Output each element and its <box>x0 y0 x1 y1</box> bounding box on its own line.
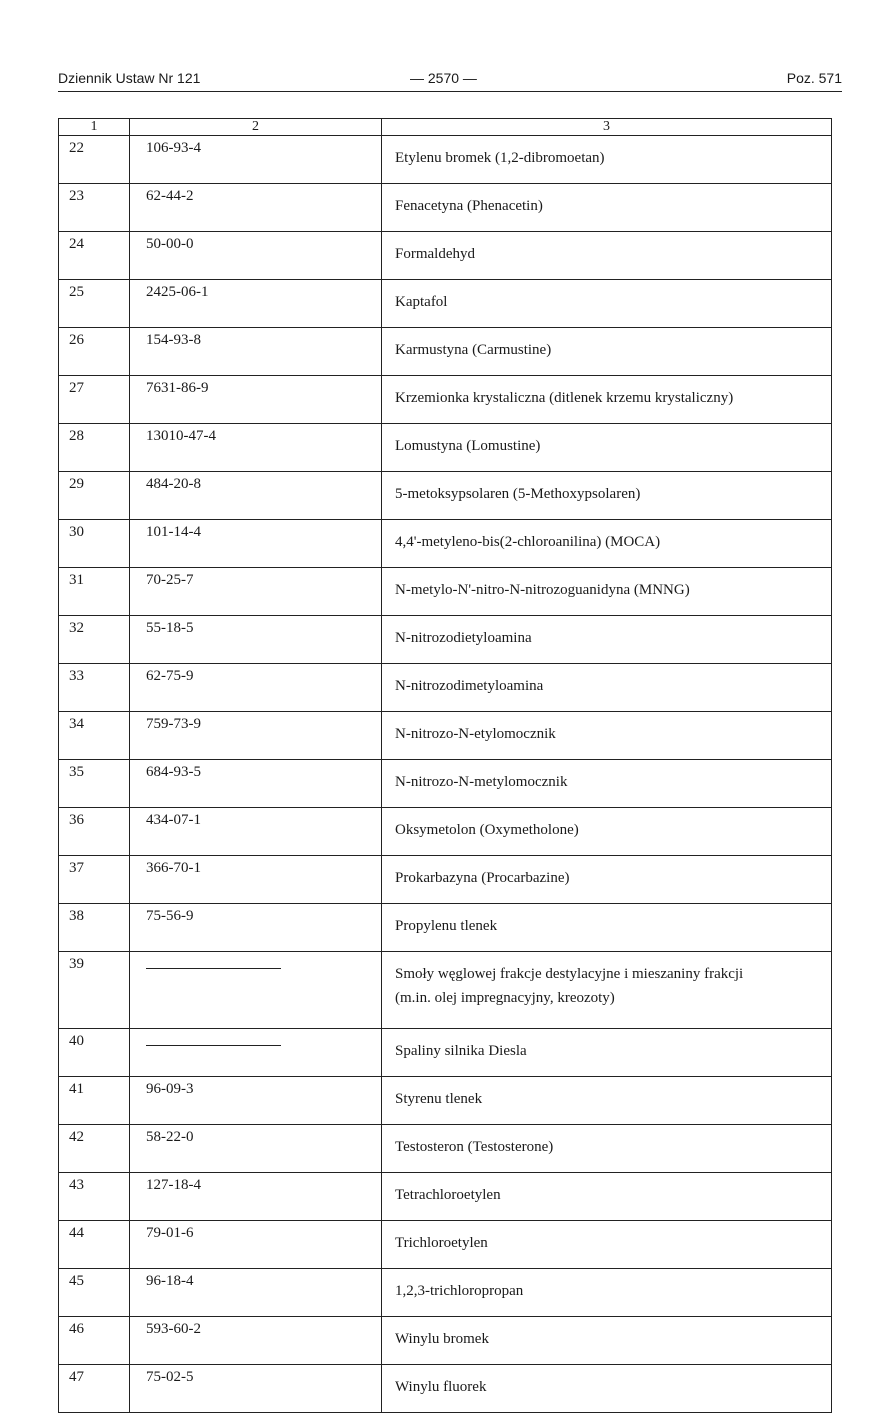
table-row <box>59 376 832 424</box>
row-number: 33 <box>59 664 130 712</box>
row-number: 24 <box>59 232 130 280</box>
cas-number: 434-07-1 <box>130 808 382 856</box>
substance-name <box>382 856 832 904</box>
substance-name-text: Spaliny silnika Diesla <box>395 1043 527 1059</box>
cas-number: 96-18-4 <box>130 1269 382 1317</box>
row-number: 39 <box>59 952 130 1029</box>
substance-name-text: 1,2,3-trichloropropan <box>395 1283 524 1299</box>
substance-name <box>382 232 832 280</box>
substances-table <box>58 118 832 1413</box>
row-number: 37 <box>59 856 130 904</box>
substance-name-text: Testosteron (Testosterone) <box>395 1139 554 1155</box>
table-row <box>59 856 832 904</box>
row-number: 26 <box>59 328 130 376</box>
cas-number: 366-70-1 <box>130 856 382 904</box>
table-row <box>59 808 832 856</box>
cas-number: 127-18-4 <box>130 1173 382 1221</box>
substance-name-text: Karmustyna (Carmustine) <box>395 342 552 358</box>
row-number: 47 <box>59 1365 130 1413</box>
substance-name-text: Winylu bromek <box>395 1331 489 1347</box>
substance-name-text: Tetrachloroetylen <box>395 1187 501 1203</box>
table-row <box>59 328 832 376</box>
column-header-1: 1 <box>59 119 130 136</box>
row-number: 29 <box>59 472 130 520</box>
substance-name <box>382 184 832 232</box>
table-row <box>59 664 832 712</box>
cas-number: 62-44-2 <box>130 184 382 232</box>
row-number: 35 <box>59 760 130 808</box>
cas-number: 101-14-4 <box>130 520 382 568</box>
table-row <box>59 1365 832 1413</box>
substance-name-text: Winylu fluorek <box>395 1379 487 1395</box>
table-row <box>59 232 832 280</box>
row-number: 25 <box>59 280 130 328</box>
cas-number: 593-60-2 <box>130 1317 382 1365</box>
substance-name-text: Prokarbazyna (Procarbazine) <box>395 870 570 886</box>
position-number: Poz. 571 <box>786 70 842 86</box>
dash-line <box>146 968 281 969</box>
page-number: — 2570 — <box>410 70 477 86</box>
substance-name <box>382 568 832 616</box>
cas-number: 75-56-9 <box>130 904 382 952</box>
table-row <box>59 424 832 472</box>
cas-number: 70-25-7 <box>130 568 382 616</box>
row-number: 40 <box>59 1029 130 1077</box>
table-row <box>59 712 832 760</box>
substance-name <box>382 1077 832 1125</box>
cas-number: 759-73-9 <box>130 712 382 760</box>
row-number: 31 <box>59 568 130 616</box>
substance-name-text: N-nitrozodietyloamina <box>395 630 532 646</box>
substance-name-text: Krzemionka krystaliczna (ditlenek krzemu krystaliczny) <box>395 390 734 406</box>
table-row <box>59 1221 832 1269</box>
substance-name-text: Oksymetolon (Oxymetholone) <box>395 822 579 838</box>
table-row <box>59 760 832 808</box>
table-row <box>59 520 832 568</box>
table-row <box>59 280 832 328</box>
cas-number-empty <box>130 1029 382 1077</box>
table-row <box>59 136 832 184</box>
substance-name <box>382 952 832 1029</box>
row-number: 44 <box>59 1221 130 1269</box>
substance-name <box>382 904 832 952</box>
substance-name <box>382 1221 832 1269</box>
substance-name <box>382 664 832 712</box>
substance-name <box>382 1173 832 1221</box>
substance-name-text: Fenacetyna (Phenacetin) <box>395 198 543 214</box>
substance-name <box>382 1317 832 1365</box>
substance-name <box>382 1029 832 1077</box>
cas-number: 58-22-0 <box>130 1125 382 1173</box>
substance-name-text: Lomustyna (Lomustine) <box>395 438 541 454</box>
cas-number: 484-20-8 <box>130 472 382 520</box>
substance-name <box>382 616 832 664</box>
substance-name-text: Kaptafol <box>395 294 448 310</box>
substance-name-text: Trichloroetylen <box>395 1235 488 1251</box>
substance-name <box>382 712 832 760</box>
cas-number: 55-18-5 <box>130 616 382 664</box>
cas-number: 154-93-8 <box>130 328 382 376</box>
substance-name-text: Smoły węglowej frakcje destylacyjne i mieszaniny frakcji <box>395 966 744 982</box>
row-number: 43 <box>59 1173 130 1221</box>
row-number: 45 <box>59 1269 130 1317</box>
cas-number: 79-01-6 <box>130 1221 382 1269</box>
table-header-row <box>59 119 832 136</box>
substance-name-text: 4,4'-metyleno-bis(2-chloroanilina) (MOCA) <box>395 534 661 550</box>
table-row <box>59 616 832 664</box>
substance-name-text: Propylenu tlenek <box>395 918 498 934</box>
cas-number: 684-93-5 <box>130 760 382 808</box>
column-header-2: 2 <box>130 119 382 136</box>
substance-name <box>382 1125 832 1173</box>
cas-number: 7631-86-9 <box>130 376 382 424</box>
row-number: 30 <box>59 520 130 568</box>
substance-name <box>382 808 832 856</box>
substance-name-text-line2: (m.in. olej impregnacyjny, kreozoty) <box>395 990 615 1006</box>
substance-name <box>382 1269 832 1317</box>
table-row <box>59 1029 832 1077</box>
substance-name <box>382 1365 832 1413</box>
row-number: 36 <box>59 808 130 856</box>
substance-name-text: Etylenu bromek (1,2-dibromoetan) <box>395 150 605 166</box>
journal-title: Dziennik Ustaw Nr 121 <box>58 70 201 86</box>
substance-name-text: N-nitrozo-N-etylomocznik <box>395 726 556 742</box>
substance-name <box>382 328 832 376</box>
substance-name <box>382 136 832 184</box>
cas-number-empty <box>130 952 382 1029</box>
dash-line <box>146 1045 281 1046</box>
substance-name <box>382 520 832 568</box>
row-number: 32 <box>59 616 130 664</box>
cas-number: 13010-47-4 <box>130 424 382 472</box>
row-number: 22 <box>59 136 130 184</box>
table-row <box>59 1077 832 1125</box>
table-row <box>59 1173 832 1221</box>
substance-name-text: N-nitrozo-N-metylomocznik <box>395 774 568 790</box>
substance-name-text: N-nitrozodimetyloamina <box>395 678 544 694</box>
substance-name <box>382 280 832 328</box>
table-row <box>59 1125 832 1173</box>
substance-name <box>382 472 832 520</box>
row-number: 23 <box>59 184 130 232</box>
row-number: 34 <box>59 712 130 760</box>
substance-name <box>382 760 832 808</box>
substance-name <box>382 376 832 424</box>
table-row <box>59 184 832 232</box>
substance-name <box>382 424 832 472</box>
row-number: 46 <box>59 1317 130 1365</box>
cas-number: 2425-06-1 <box>130 280 382 328</box>
cas-number: 106-93-4 <box>130 136 382 184</box>
substance-name-text: Formaldehyd <box>395 246 475 262</box>
row-number: 42 <box>59 1125 130 1173</box>
row-number: 27 <box>59 376 130 424</box>
cas-number: 96-09-3 <box>130 1077 382 1125</box>
page-header <box>58 63 842 92</box>
row-number: 38 <box>59 904 130 952</box>
column-header-3: 3 <box>382 119 832 136</box>
table-row <box>59 568 832 616</box>
cas-number: 75-02-5 <box>130 1365 382 1413</box>
row-number: 28 <box>59 424 130 472</box>
table-row <box>59 472 832 520</box>
substance-name-text: N-metylo-N'-nitro-N-nitrozoguanidyna (MNNG) <box>395 582 690 598</box>
table-row <box>59 952 832 1029</box>
table-row <box>59 1317 832 1365</box>
substance-name-text: Styrenu tlenek <box>395 1091 483 1107</box>
substance-name-text: 5-metoksypsolaren (5-Methoxypsolaren) <box>395 486 641 502</box>
row-number: 41 <box>59 1077 130 1125</box>
table-row <box>59 1269 832 1317</box>
cas-number: 50-00-0 <box>130 232 382 280</box>
cas-number: 62-75-9 <box>130 664 382 712</box>
table-row <box>59 904 832 952</box>
